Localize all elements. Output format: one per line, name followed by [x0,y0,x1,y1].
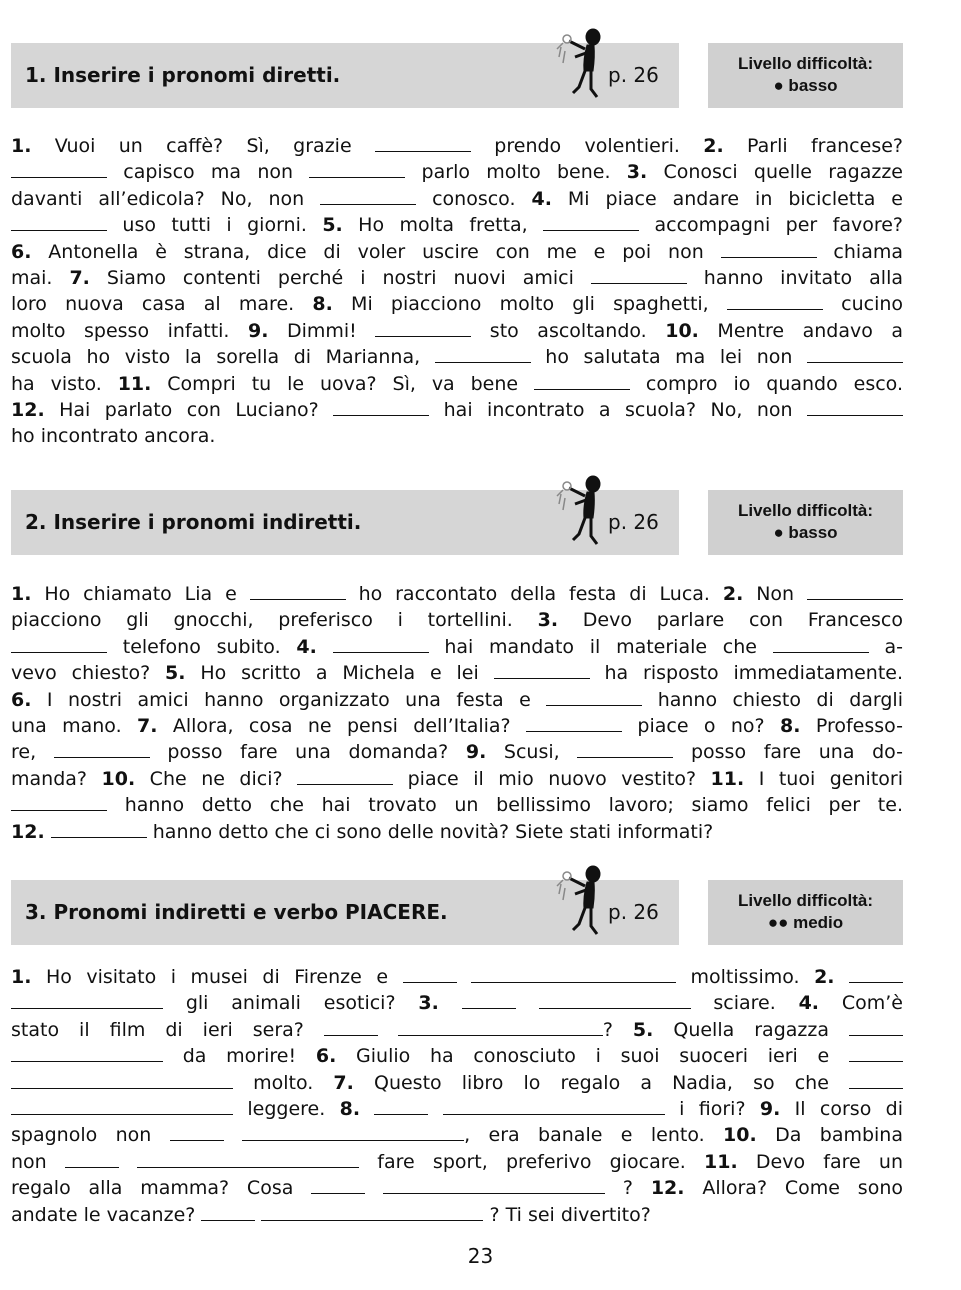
exercise-text: andate le vacanze? [11,1203,202,1226]
answer-blank[interactable] [849,964,903,983]
exercise-text: piace o no? [622,715,780,738]
exercise-text: Mi piacciono molto gli spaghetti, [332,293,727,316]
exercise-text: vevo chiesto? [11,662,166,685]
exercise-text: Il corso di [780,1098,904,1121]
item-number: 7. [333,1071,354,1094]
exercise-text: posso fare una domanda? [149,741,466,764]
item-number: 5. [322,214,343,237]
section-1-header [11,43,679,108]
answer-blank[interactable] [311,1175,365,1194]
section-3-difficulty [708,880,903,945]
exercise-text [835,966,850,988]
exercise-text: hai mandato il materiale che [428,635,773,658]
item-number: 10. [101,767,136,790]
answer-blank[interactable] [526,713,622,732]
answer-blank[interactable] [11,792,107,811]
exercise-text: Non [743,583,807,605]
answer-blank[interactable] [591,265,687,284]
answer-blank[interactable] [375,318,471,337]
exercise-text: molto spesso infatti. [11,319,248,342]
exercise-text: Hai parlato con Luciano? [44,399,334,422]
text-line [11,1096,903,1122]
exercise-text: Com’è [819,992,903,1015]
text-line [11,1149,903,1175]
answer-blank[interactable] [309,159,405,178]
text-line [11,660,903,686]
section-3-title: 3. Pronomi indiretti e verbo PIACERE. [25,900,448,924]
difficulty-value: ● basso [773,523,838,542]
exercise-text: regalo alla mamma? Cosa [11,1177,312,1200]
text-line [11,265,903,291]
section-2-difficulty [708,490,903,555]
answer-blank[interactable] [51,819,147,838]
exercise-text: I tuoi genitori [744,767,903,790]
section-3-exercise-text [11,964,903,1228]
item-number: 4. [296,635,317,658]
answer-blank[interactable] [11,1096,233,1115]
exercise-text: Compri tu le uova? Sì, va bene [151,372,534,395]
answer-blank[interactable] [534,371,630,390]
item-number: 12. [11,820,45,843]
answer-blank[interactable] [721,239,817,258]
difficulty-value: ●● medio [767,913,844,932]
item-number: 6. [11,688,32,711]
section-1-page-ref: p. 26 [608,63,659,87]
item-number: 12. [11,399,45,422]
exercise-text: hanno invitato alla [686,267,903,290]
text-line [11,291,903,317]
exercise-text: cucino [822,293,904,316]
exercise-text: chiama [816,240,903,263]
exercise-text: Che ne dici? [135,767,298,790]
exercise-text [317,636,333,658]
text-line [11,239,903,265]
text-line [11,1122,903,1148]
section-2-page-ref: p. 26 [608,510,659,534]
exercise-text: piace il mio nuovo vestito? [393,767,711,790]
item-number: 2. [703,135,724,157]
item-number: 8. [339,1098,361,1121]
exercise-text: Parli francese? [723,135,903,157]
page-number: 23 [467,1244,494,1268]
section-1-difficulty [708,43,903,108]
text-line [11,713,903,739]
exercise-text: piacciono gli gnocchi, preferisco i tortellini. [11,609,538,632]
answer-blank[interactable] [807,344,903,363]
exercise-text [119,1151,137,1173]
answer-blank[interactable] [54,739,150,758]
exercise-text: i fiori? [664,1098,760,1121]
item-number: 7. [137,715,158,738]
answer-blank[interactable] [65,1149,119,1168]
text-line [11,1017,903,1043]
answer-blank[interactable] [320,186,416,205]
exercise-text: gli animali esotici? [163,992,419,1015]
answer-blank[interactable] [11,634,107,653]
text-line [11,318,903,344]
item-number: 1. [11,583,32,605]
answer-blank[interactable] [849,1043,903,1062]
exercise-text: Vuoi un caffè? Sì, grazie [31,135,375,157]
exercise-text: , era banale e lento. [464,1124,724,1147]
text-line [11,159,903,185]
difficulty-label: Livello difficoltà: [737,501,874,520]
answer-blank[interactable] [383,1175,605,1194]
exercise-text [439,992,462,1014]
item-number: 9. [247,319,269,342]
text-line [11,964,903,990]
exercise-text: hai incontrato a scuola? No, non [429,399,807,422]
text-line [11,371,903,397]
exercise-text: ? [602,1018,633,1041]
exercise-text: loro nuova casa al mare. [11,293,313,316]
exercise-text: Mi piace andare in bicicletta e [551,187,903,210]
reading-figure-icon [553,27,609,105]
exercise-text [365,1177,383,1199]
text-line [11,212,903,238]
exercise-text: Conosci quelle ragazze [647,161,903,184]
answer-blank[interactable] [170,1122,224,1141]
item-number: 1. [11,135,32,157]
item-number: 10. [723,1124,757,1147]
answer-blank[interactable] [807,397,903,416]
exercise-text: Antonella è strana, dice di voler uscire con me e poi non [31,240,721,263]
exercise-text: Dimmi! [268,319,376,342]
answer-blank[interactable] [11,1043,163,1062]
answer-blank[interactable] [375,133,471,152]
exercise-text: Quella ragazza [653,1018,849,1041]
exercise-text: una mano. [11,715,137,738]
section-2-exercise-text [11,581,903,845]
exercise-text: Siamo contenti perché i nostri nuovi amici [89,267,591,290]
answer-blank[interactable] [11,1070,233,1089]
text-line [11,186,903,212]
exercise-text: re, [11,741,54,764]
exercise-text: telefono subito. [107,635,297,658]
text-line [11,344,903,370]
text-line [11,1043,903,1069]
exercise-text [457,966,472,988]
exercise-text: moltissimo. [676,966,815,988]
answer-blank[interactable] [297,766,393,785]
answer-blank[interactable] [398,1017,603,1036]
exercise-text: Ho scritto a Michela e lei [185,662,494,685]
exercise-text: sciare. [690,992,799,1015]
exercise-text: Professo- [800,715,903,738]
exercise-text: Ho visitato i musei di Firenze e [31,966,403,988]
item-number: 10. [665,319,699,342]
answer-blank[interactable] [333,634,429,653]
answer-blank[interactable] [11,212,107,231]
exercise-text: leggere. [233,1098,340,1121]
exercise-text: hanno detto che hai trovato un bellissimo lavoro; siamo felici per te. [107,794,903,817]
text-line [11,1070,903,1096]
exercise-text: Mentre andavo a [698,319,904,342]
item-number: 5. [165,662,186,685]
exercise-text: Scusi, [486,741,578,764]
exercise-text: non [11,1150,65,1173]
item-number: 11. [704,1150,738,1173]
difficulty-value: ● basso [773,76,838,95]
exercise-text [378,1019,398,1041]
exercise-text: Devo parlare con Francesco [558,609,903,632]
exercise-text [428,1098,442,1120]
section-1-exercise-text [11,133,903,450]
exercise-text: fare sport, preferivo giocare. [359,1150,705,1173]
item-number: 1. [11,966,32,988]
exercise-text: a- [868,635,903,658]
exercise-text: manda? [11,767,102,790]
item-number: 5. [632,1018,654,1041]
exercise-text [360,1098,374,1120]
text-line [11,1175,903,1201]
exercise-text: ho salutata ma lei non [530,346,808,369]
text-line [11,792,903,818]
section-3-header [11,880,679,945]
item-number: 9. [759,1098,781,1121]
item-number: 3. [626,161,648,184]
answer-blank[interactable] [333,397,429,416]
answer-blank[interactable] [494,660,590,679]
answer-blank[interactable] [577,739,673,758]
exercise-text: Allora, cosa ne pensi dell’Italia? [157,715,527,738]
section-2-header [11,490,679,555]
item-number: 7. [69,267,90,290]
exercise-text: davanti all’edicola? No, non [11,187,321,210]
difficulty-label: Livello difficoltà: [737,54,874,73]
exercise-text: Devo fare un [737,1150,903,1173]
exercise-text: Da bambina [756,1124,903,1147]
answer-blank[interactable] [261,1202,483,1221]
exercise-text: sto ascoltando. [471,319,666,342]
exercise-text: accompagni per favore? [639,214,903,237]
answer-blank[interactable] [546,687,642,706]
exercise-text: scuola ho visto la sorella di Marianna, [11,346,435,369]
text-line [11,423,903,449]
item-number: 6. [11,240,32,263]
exercise-text [516,992,539,1014]
exercise-text: posso fare una do- [673,741,903,764]
section-3-page-ref: p. 26 [608,900,659,924]
answer-blank[interactable] [543,212,639,231]
answer-blank[interactable] [137,1149,359,1168]
item-number: 4. [798,992,820,1015]
item-number: 3. [418,992,439,1015]
answer-blank[interactable] [201,1202,255,1221]
exercise-text: hanno chiesto di dargli [642,688,903,711]
answer-blank[interactable] [773,634,869,653]
exercise-text: ho raccontato della festa di Luca. [345,583,723,605]
exercise-text: Giulio ha conosciuto i suoi suoceri ieri e [336,1045,849,1068]
exercise-text: ha visto. [11,372,118,395]
text-line [11,607,903,633]
item-number: 2. [814,966,835,988]
answer-blank[interactable] [324,1017,378,1036]
answer-blank[interactable] [471,964,676,983]
exercise-text: Allora? Come sono [684,1177,903,1200]
item-number: 11. [117,372,152,395]
exercise-text: Questo libro lo regalo a Nadia, so che [353,1071,849,1094]
exercise-text: spagnolo non [11,1124,170,1147]
text-line [11,990,903,1016]
text-line [11,819,903,845]
exercise-text: hanno detto che ci sono delle novità? Siete stati informati? [146,820,714,843]
text-line [11,739,903,765]
reading-figure-icon [553,864,609,942]
exercise-text: prendo volentieri. [470,135,704,157]
answer-blank[interactable] [807,581,903,600]
item-number: 3. [537,609,559,632]
reading-figure-icon [553,474,609,552]
text-line [11,687,903,713]
difficulty-label: Livello difficoltà: [737,891,874,910]
text-line [11,397,903,423]
exercise-text: parlo molto bene. [405,161,627,184]
exercise-text: uso tutti i giorni. [107,214,323,237]
answer-blank[interactable] [539,990,691,1009]
exercise-text: ? [605,1177,651,1200]
answer-blank[interactable] [462,990,516,1009]
exercise-text: capisco ma non [107,161,310,184]
item-number: 6. [315,1045,337,1068]
item-number: 4. [531,187,552,210]
exercise-text: ? Ti sei divertito? [483,1203,651,1226]
text-line [11,634,903,660]
answer-blank[interactable] [403,964,457,983]
item-number: 2. [722,583,744,605]
answer-blank[interactable] [727,291,823,310]
exercise-text: mai. [11,267,70,290]
exercise-text: da morire! [163,1045,316,1068]
item-number: 8. [780,715,801,738]
answer-blank[interactable] [11,159,107,178]
text-line [11,1202,903,1228]
text-line [11,133,903,159]
exercise-text: ho incontrato ancora. [11,425,216,448]
answer-blank[interactable] [374,1096,428,1115]
section-2-title: 2. Inserire i pronomi indiretti. [25,510,362,534]
exercise-text: conosco. [416,187,532,210]
item-number: 9. [465,741,487,764]
item-number: 11. [710,767,745,790]
answer-blank[interactable] [250,581,346,600]
text-line [11,766,903,792]
answer-blank[interactable] [443,1096,665,1115]
text-line [11,581,903,607]
exercise-text: stato il film di ieri sera? [11,1018,324,1041]
exercise-text: ha risposto immediatamente. [589,662,903,685]
exercise-text: compro io quando esco. [630,372,904,395]
exercise-text: Ho molta fretta, [342,214,544,237]
exercise-text [224,1124,242,1146]
section-1-title: 1. Inserire i pronomi diretti. [25,63,341,87]
answer-blank[interactable] [849,1017,903,1036]
item-number: 8. [312,293,333,316]
item-number: 12. [650,1177,685,1200]
answer-blank[interactable] [849,1070,903,1089]
exercise-text: I nostri amici hanno organizzato una festa e [31,688,547,711]
answer-blank[interactable] [11,990,163,1009]
answer-blank[interactable] [242,1122,464,1141]
exercise-text: molto. [233,1071,334,1094]
answer-blank[interactable] [435,344,531,363]
exercise-text: Ho chiamato Lia e [31,583,250,605]
